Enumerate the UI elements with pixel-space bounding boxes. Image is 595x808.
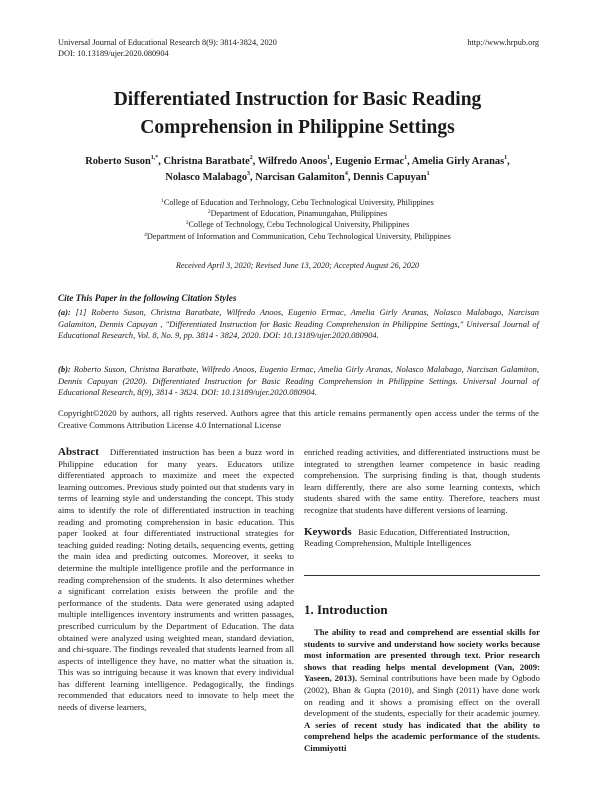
- intro-bold-text-2: A series of recent study has indicated that the ability to comprehend helps the academic performance of the students. Cimmiyotti: [304, 719, 540, 753]
- title-line-1: Differentiated Instruction for Basic Reading: [113, 89, 482, 110]
- author: Dennis Capuyan$^1$: [353, 171, 430, 183]
- citation-heading: Cite This Paper in the following Citation Styles: [58, 293, 237, 303]
- doi-header: DOI: 10.13189/ujer.2020.080904: [58, 49, 169, 58]
- citation-label-a: (a):: [58, 307, 71, 317]
- citation-style-a: [58, 307, 539, 342]
- intro-normal-text: Seminal contributions have been made by Ogbodo (2002), Bhan & Gupta (2010), and Singh (2011) have done work on reading and it shows a promising effect on the overall development of the students, especially for their academic journey.: [304, 673, 540, 719]
- author: Wilfredo Anoos$^1$,: [257, 155, 336, 167]
- keywords: [304, 527, 540, 550]
- author: Roberto Suson$^{1,*}$,: [85, 155, 164, 167]
- affiliation: $^1$College of Education and Technology, Cebu Technological University, Philippines: [161, 198, 434, 207]
- intro-bold-text: The ability to read and comprehend are essential skills for students to survive and understand how society works because most information are presented through text. Prior research shows that reading helps mental development (Van, 2009: Yaseen, 2013).: [304, 627, 540, 684]
- citation-label-b: (b):: [58, 364, 71, 374]
- affiliation: $^2$Department of Education, Pinamungahan, Philippines: [207, 209, 388, 219]
- abstract-column-right: [304, 447, 540, 550]
- journal-url[interactable]: http://www.hrpub.org: [467, 38, 539, 47]
- author: Eugenio Ermac$^1$,: [335, 155, 412, 167]
- author: Christna Baratbate$^2$,: [163, 155, 258, 167]
- abstract-column-left: [58, 447, 294, 714]
- author-list: [30, 154, 565, 186]
- title-line-2: Comprehension in Philippine Settings: [140, 117, 455, 138]
- copyright-notice: Copyright©2020 by authors, all rights reserved. Authors agree that this article remains permanently open access under the terms of the Creative Commons Attribution License 4.0 International License: [58, 408, 539, 430]
- keywords-heading: Keywords: [304, 525, 352, 538]
- citation-text-b: Roberto Suson, Christna Baratbate, Wilfredo Anoos, Eugenio Ermac, Amelia Girly Aranas, Nolasco Malabago, Narcisan Galamiton, Dennis Capuyan (2020). Differentiated Instruction for Basic Reading Comprehension in Philippine Settings. Universal Journal of Educational Research, 8(9), 3814 - 3824. DOI: 10.13189/ujer.2020.080904.: [58, 364, 540, 397]
- section-divider: [304, 575, 540, 576]
- abstract-text: Differentiated instruction has been a buzz word in Philippine education for many years. Educators utilize differentiated approach to maximize and meet the expected learning outcomes. Previous study pointed out that students vary in terms of learning style and understanding the concept. This study aims to identify the role of differentiated instruction in teaching reading and promoting comprehension in basic education. This paper looked at four differentiated instructional strategies for teaching guided reading: Noting details, sequencing events, getting the main idea and predicting outcomes. Moreover, it seeks to determine the multiple intelligence profile and the performance in reading comprehension of the students. It also determines whether a significant correlation exists between the profile and the performance of the students. Data were generated using adapted multiple intelligences inventory instruments and written passages, prescribed curriculum by the Department of Education. The data obtained were analyzed using weighted mean, standard deviation, and chi-square. The findings revealed that students learned from all aspects of intelligence they have, no matter what the situation is. This was so intriguing because it was known that every individual has different learning intelligence. Pedagogically, the findings recommended that educators need to innovate to help meet the needs of diverse learners,: [58, 447, 294, 713]
- abstract-text-continued: enriched reading activities, and differentiated instructions must be integrated to strengthen learner competence in basic reading comprehension. The surprising finding is that, though students learn differently, there are also some learning contexts, which students shared with the same entity. Therefore, teachers must recognize that students have different versions of learning.: [304, 447, 540, 515]
- keywords-text: Basic Education, Differentiated Instruction, Reading Comprehension, Multiple Intelligences: [304, 526, 510, 549]
- publication-dates: Received April 3, 2020; Revised June 13, 2020; Accepted August 26, 2020: [175, 261, 420, 270]
- citation-style-b: [58, 364, 539, 399]
- author: Narcisan Galamiton$^4$,: [255, 171, 354, 183]
- affiliation: $^3$College of Technology, Cebu Technological University, Philippines: [185, 220, 410, 230]
- introduction-text: [304, 627, 540, 755]
- affiliation: $^4$Department of Information and Communication, Cebu Technological University, Philippines: [144, 231, 451, 241]
- citation-text-a: [1] Roberto Suson, Christna Baratbate, Wilfredo Anoos, Eugenio Ermac, Amelia Girly Aranas, Nolasco Malabago, Narcisan Galamiton, Dennis Capuyan , "Differentiated Instruction for Basic Reading Comprehension in Philippine Settings," Universal Journal of Educational Research, Vol. 8, No. 9, pp. 3814 - 3824, 2020. DOI: 10.13189/ujer.2020.080904.: [58, 307, 540, 340]
- abstract-heading: Abstract: [58, 446, 99, 458]
- author: Nolasco Malabago$^3$,: [165, 171, 256, 183]
- section-heading-introduction: 1. Introduction: [304, 602, 388, 617]
- paper-title: [0, 86, 595, 142]
- affiliations: [30, 197, 565, 242]
- author: Amelia Girly Aranas$^1$,: [411, 155, 510, 167]
- journal-header: Universal Journal of Educational Research 8(9): 3814-3824, 2020: [58, 38, 277, 47]
